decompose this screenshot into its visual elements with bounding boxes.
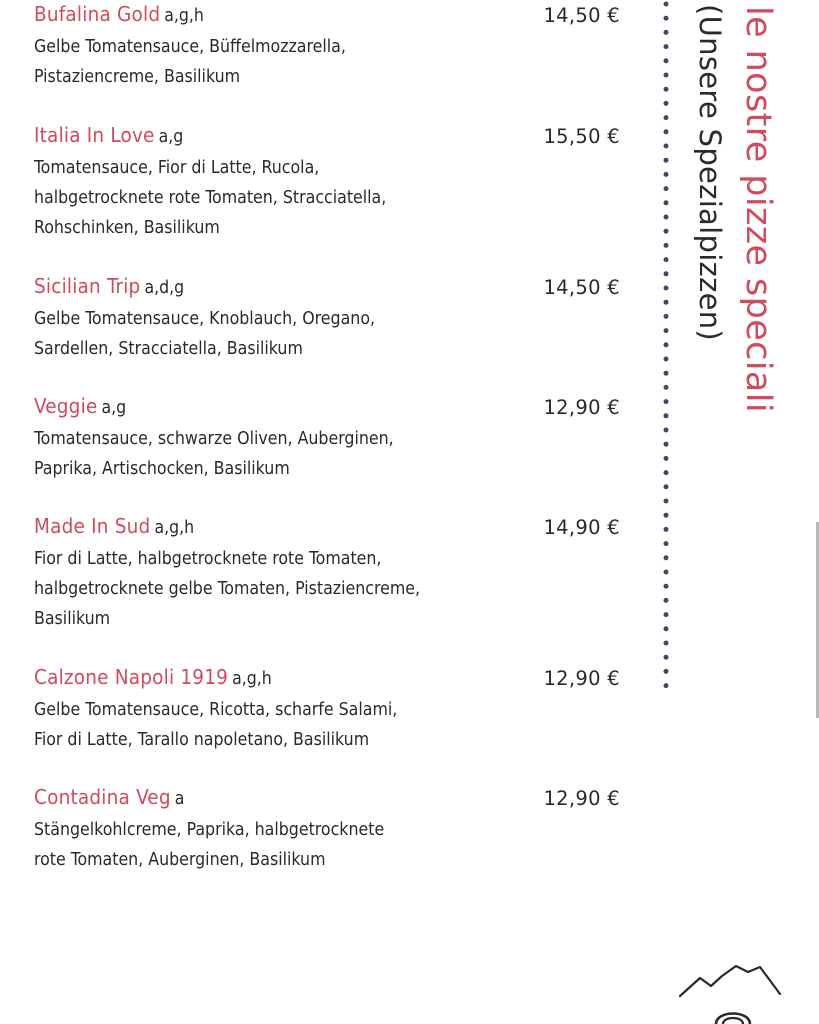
item-desc-line: Paprika, Artischocken, Basilikum xyxy=(34,459,290,479)
item-name: Veggie xyxy=(34,394,98,418)
item-allergens: a,d,g xyxy=(144,278,185,298)
item-desc-line: Sardellen, Stracciatella, Basilikum xyxy=(34,339,303,359)
item-header xyxy=(34,123,624,153)
item-price: 12,90 € xyxy=(543,787,620,810)
menu-item-sicilian-trip xyxy=(34,274,624,364)
item-header xyxy=(34,394,624,424)
item-header xyxy=(34,785,624,815)
item-name: Italia In Love xyxy=(34,123,155,147)
item-desc-line: Gelbe Tomatensauce, Knoblauch, Oregano, xyxy=(34,309,376,329)
item-desc-line: Fior di Latte, halbgetrocknete rote Tomaten, xyxy=(34,549,382,569)
item-header xyxy=(34,514,624,544)
item-desc-line: halbgetrocknete gelbe Tomaten, Pistaziencreme, xyxy=(34,579,421,599)
menu-item-italia-in-love xyxy=(34,123,624,243)
item-allergens: a,g xyxy=(158,127,184,147)
item-allergens: a xyxy=(174,789,185,809)
item-name: Bufalina Gold xyxy=(34,2,161,26)
menu-item-contadina-veg xyxy=(34,785,624,875)
item-name: Sicilian Trip xyxy=(34,274,141,298)
item-desc-line: rote Tomaten, Auberginen, Basilikum xyxy=(34,850,326,870)
item-desc-line: Gelbe Tomatensauce, Ricotta, scharfe Salami, xyxy=(34,700,398,720)
item-desc-line: Tomatensauce, Fior di Latte, Rucola, xyxy=(34,158,320,178)
section-title-german: (Unsere Spezialpizzen) xyxy=(693,4,727,342)
item-price: 14,50 € xyxy=(543,276,620,299)
menu-item-made-in-sud xyxy=(34,514,624,634)
item-allergens: a,g xyxy=(101,398,127,418)
menu-item-bufalina-gold xyxy=(34,2,624,92)
dotted-divider xyxy=(661,0,673,700)
item-name: Made In Sud xyxy=(34,514,151,538)
item-allergens: a,g,h xyxy=(164,6,204,26)
menu-item-calzone-napoli-1919 xyxy=(34,665,624,755)
item-desc-line: Basilikum xyxy=(34,609,111,629)
item-desc-line: Pistaziencreme, Basilikum xyxy=(34,67,241,87)
mountain-logo-icon xyxy=(676,958,786,1024)
item-header xyxy=(34,2,624,32)
item-desc-line: halbgetrocknete rote Tomaten, Stracciatella, xyxy=(34,188,387,208)
item-allergens: a,g,h xyxy=(154,518,195,538)
item-desc-line: Tomatensauce, schwarze Oliven, Auberginen, xyxy=(34,429,394,449)
item-desc-line: Rohschinken, Basilikum xyxy=(34,218,220,238)
menu-item-veggie xyxy=(34,394,624,484)
item-header xyxy=(34,665,624,695)
item-allergens: a,g,h xyxy=(232,669,272,689)
item-price: 14,90 € xyxy=(543,516,620,539)
item-name: Contadina Veg xyxy=(34,785,171,809)
item-price: 12,90 € xyxy=(543,396,620,419)
item-price: 15,50 € xyxy=(543,125,620,148)
section-title-italian: le nostre pizze speciali xyxy=(738,6,778,414)
item-desc-line: Gelbe Tomatensauce, Büffelmozzarella, xyxy=(34,37,346,57)
item-desc-line: Fior di Latte, Tarallo napoletano, Basilikum xyxy=(34,730,370,750)
item-name: Calzone Napoli 1919 xyxy=(34,665,229,689)
item-header xyxy=(34,274,624,304)
item-price: 14,50 € xyxy=(543,4,620,27)
item-desc-line: Stängelkohlcreme, Paprika, halbgetrocknete xyxy=(34,820,385,840)
item-price: 12,90 € xyxy=(543,667,620,690)
